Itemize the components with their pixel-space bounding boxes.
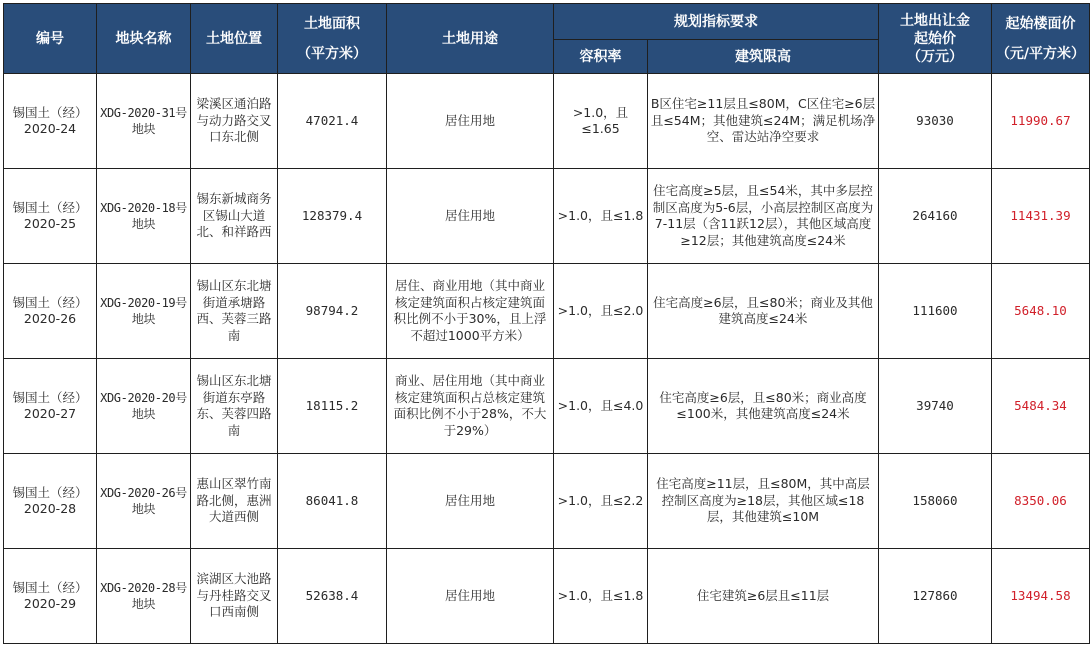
cell-parcel-name: XDG-2020-26号地块 xyxy=(97,454,191,549)
cell-far: >1.0，且≤1.65 xyxy=(554,74,648,169)
header-planning: 规划指标要求 xyxy=(554,4,879,40)
header-floor-price xyxy=(992,4,1090,74)
cell-location: 滨湖区大池路与丹桂路交叉口西南侧 xyxy=(191,549,278,644)
cell-floor-price: 11431.39 xyxy=(992,169,1090,264)
header-floor-price-line1: 起始楼面价 xyxy=(1005,15,1076,32)
cell-far: >1.0，且≤4.0 xyxy=(554,359,648,454)
table-row xyxy=(4,74,1090,169)
table-row xyxy=(4,454,1090,549)
cell-start-price: 158060 xyxy=(879,454,992,549)
cell-parcel-name: XDG-2020-19号地块 xyxy=(97,264,191,359)
header-height-limit: 建筑限高 xyxy=(648,40,879,74)
cell-id: 锡国土（经）2020-25 xyxy=(4,169,97,264)
header-id: 编号 xyxy=(4,4,97,74)
cell-area: 18115.2 xyxy=(278,359,387,454)
cell-height-limit: 住宅建筑≥6层且≤11层 xyxy=(648,549,879,644)
cell-parcel-name: XDG-2020-31号地块 xyxy=(97,74,191,169)
header-use: 土地用途 xyxy=(387,4,554,74)
cell-far: >1.0，且≤2.2 xyxy=(554,454,648,549)
cell-floor-price: 5648.10 xyxy=(992,264,1090,359)
cell-far: >1.0，且≤1.8 xyxy=(554,169,648,264)
cell-area: 86041.8 xyxy=(278,454,387,549)
land-auction-table xyxy=(3,3,1090,644)
cell-far: >1.0，且≤1.8 xyxy=(554,549,648,644)
cell-use: 居住用地 xyxy=(387,549,554,644)
header-start-price-line3: （万元） xyxy=(907,48,963,65)
cell-use: 居住用地 xyxy=(387,74,554,169)
header-far: 容积率 xyxy=(554,40,648,74)
cell-area: 47021.4 xyxy=(278,74,387,169)
cell-location: 锡山区东北塘街道承塘路西、芙蓉三路南 xyxy=(191,264,278,359)
cell-far: >1.0，且≤2.0 xyxy=(554,264,648,359)
cell-use: 商业、居住用地（其中商业核定建筑面积占总核定建筑面积比例不小于28%，不大于29%） xyxy=(387,359,554,454)
header-parcel-name: 地块名称 xyxy=(97,4,191,74)
cell-start-price: 111600 xyxy=(879,264,992,359)
cell-height-limit: 住宅高度≥11层，且≤80M，其中高层控制区高度为≥18层，其他区域≤18层，其他建筑≤10M xyxy=(648,454,879,549)
header-location: 土地位置 xyxy=(191,4,278,74)
cell-id: 锡国土（经）2020-29 xyxy=(4,549,97,644)
cell-location: 锡山区东北塘街道东亭路东、芙蓉四路南 xyxy=(191,359,278,454)
cell-location: 梁溪区通泊路与动力路交叉口东北侧 xyxy=(191,74,278,169)
cell-floor-price: 13494.58 xyxy=(992,549,1090,644)
header-start-price xyxy=(879,4,992,74)
cell-start-price: 264160 xyxy=(879,169,992,264)
cell-parcel-name: XDG-2020-18号地块 xyxy=(97,169,191,264)
cell-parcel-name: XDG-2020-28号地块 xyxy=(97,549,191,644)
table-row xyxy=(4,359,1090,454)
cell-parcel-name: XDG-2020-20号地块 xyxy=(97,359,191,454)
header-start-price-line2: 起始价 xyxy=(914,30,956,47)
header-area-line1: 土地面积 xyxy=(304,15,360,32)
cell-area: 98794.2 xyxy=(278,264,387,359)
cell-id: 锡国土（经）2020-24 xyxy=(4,74,97,169)
header-row-1 xyxy=(4,4,1090,40)
header-start-price-line1: 土地出让金 xyxy=(900,12,970,29)
header-area xyxy=(278,4,387,74)
table-row xyxy=(4,169,1090,264)
cell-start-price: 93030 xyxy=(879,74,992,169)
cell-height-limit: 住宅高度≥6层，且≤80米；商业及其他建筑高度≤24米 xyxy=(648,264,879,359)
cell-floor-price: 5484.34 xyxy=(992,359,1090,454)
header-floor-price-line2: （元/平方米） xyxy=(995,45,1086,62)
cell-height-limit: B区住宅≥11层且≤80M，C区住宅≥6层且≤54M；其他建筑≤24M；满足机场净空、雷达站净空要求 xyxy=(648,74,879,169)
cell-area: 128379.4 xyxy=(278,169,387,264)
cell-floor-price: 11990.67 xyxy=(992,74,1090,169)
cell-height-limit: 住宅高度≥6层，且≤80米；商业高度≤100米，其他建筑高度≤24米 xyxy=(648,359,879,454)
cell-location: 惠山区翠竹南路北侧，惠洲大道西侧 xyxy=(191,454,278,549)
table-row xyxy=(4,264,1090,359)
cell-start-price: 39740 xyxy=(879,359,992,454)
cell-id: 锡国土（经）2020-26 xyxy=(4,264,97,359)
cell-floor-price: 8350.06 xyxy=(992,454,1090,549)
header-area-line2: （平方米） xyxy=(297,45,367,62)
table-row xyxy=(4,549,1090,644)
cell-id: 锡国土（经）2020-28 xyxy=(4,454,97,549)
cell-height-limit: 住宅高度≥5层，且≤54米，其中多层控制区高度为5-6层，小高层控制区高度为7-11层（含11跃12层），其他区域高度≥12层；其他建筑高度≤24米 xyxy=(648,169,879,264)
cell-id: 锡国土（经）2020-27 xyxy=(4,359,97,454)
cell-start-price: 127860 xyxy=(879,549,992,644)
cell-use: 居住、商业用地（其中商业核定建筑面积占核定建筑面积比例不小于30%，且上浮不超过1000平方米） xyxy=(387,264,554,359)
cell-area: 52638.4 xyxy=(278,549,387,644)
cell-location: 锡东新城商务区锡山大道北、和祥路西 xyxy=(191,169,278,264)
cell-use: 居住用地 xyxy=(387,169,554,264)
cell-use: 居住用地 xyxy=(387,454,554,549)
